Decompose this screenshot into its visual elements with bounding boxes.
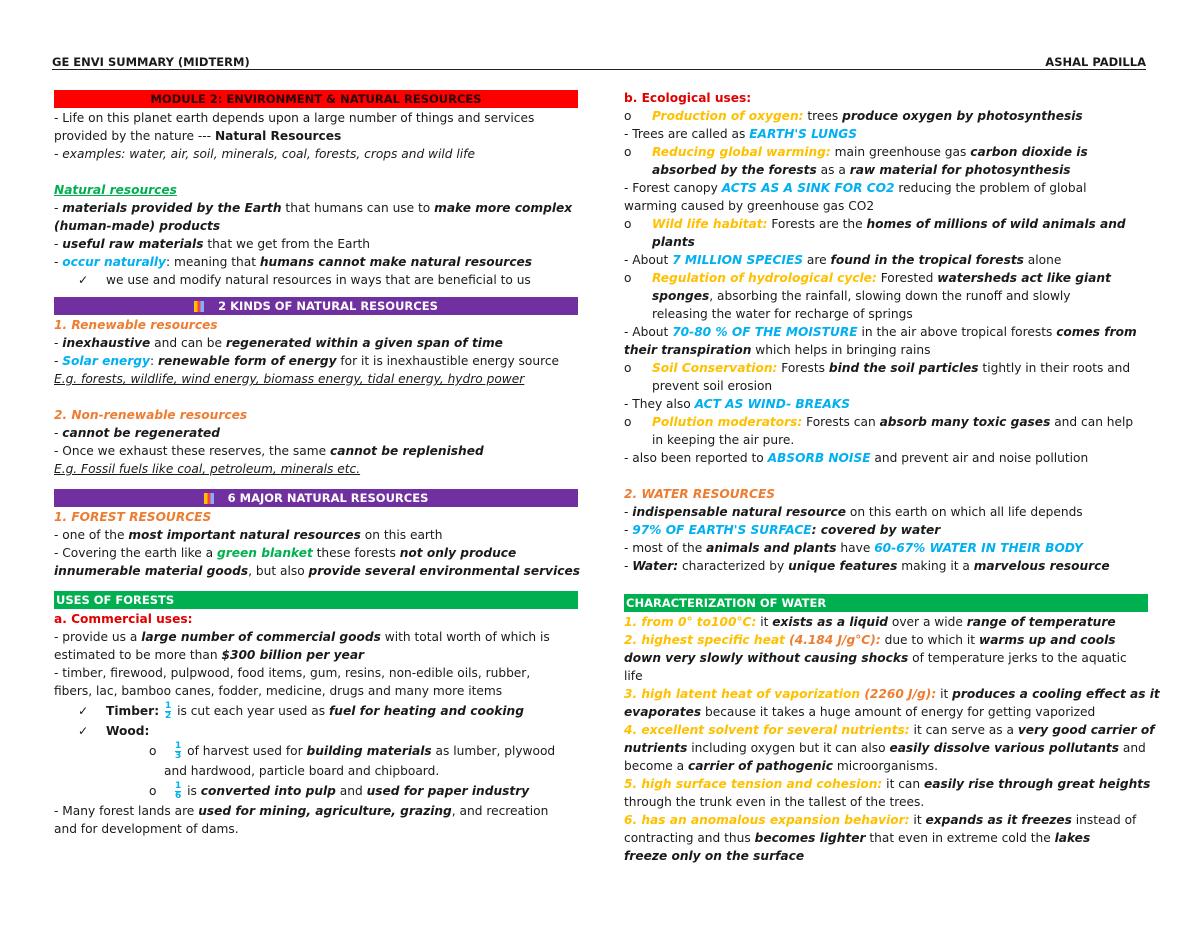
eco-soil: o Soil Conservation: Forests bind the soil particles tightly in their roots and bbox=[624, 361, 1131, 375]
eco-noise: - also been reported to ABSORB NOISE and prevent air and noise pollution bbox=[624, 451, 1089, 465]
eco-hydro-cont-2: releasing the water for recharge of springs bbox=[652, 307, 913, 321]
intro-line-3: - examples: water, air, soil, minerals, coal, forests, crops and wild life bbox=[54, 147, 475, 161]
page-header bbox=[52, 55, 1146, 70]
circle-bullet-icon: o bbox=[624, 145, 632, 159]
eco-pollution-cont: in keeping the air pure. bbox=[652, 433, 795, 447]
nr-line-4: - occur naturally: meaning that humans cannot make natural resources bbox=[54, 255, 533, 269]
natural-resources-heading: Natural resources bbox=[54, 183, 177, 197]
circle-bullet-icon: o bbox=[624, 271, 632, 285]
wood-sub-2: o $\frac{1}{6}$ is converted into pulp and used for paper industry bbox=[149, 781, 530, 801]
intro-line-2: provided by the nature --- Natural Resources bbox=[54, 129, 342, 143]
fraction: $\frac{1}{3}$ bbox=[175, 741, 182, 761]
nonrenewable-title: 2. Non-renewable resources bbox=[54, 408, 248, 422]
renew-line-1: - inexhaustive and can be regenerated within a given span of time bbox=[54, 336, 503, 350]
forest-line-2: - Covering the earth like a green blanket these forests not only produce bbox=[54, 546, 517, 560]
right-column bbox=[624, 89, 1160, 865]
water-line-1: - indispensable natural resource on this earth on which all life depends bbox=[624, 505, 1083, 519]
eco-wildlife-cont: plants bbox=[652, 235, 695, 249]
renew-examples: E.g. forests, wildlife, wind energy, biomass energy, tidal energy, hydro power bbox=[54, 372, 525, 386]
eco-windbreaks: - They also ACT AS WIND- BREAKS bbox=[624, 397, 851, 411]
char-6-cont-2: freeze only on the surface bbox=[624, 849, 805, 863]
eco-lungs: - Trees are called as EARTH'S LUNGS bbox=[624, 127, 858, 141]
char-6-cont: contracting and thus becomes lighter that even in extreme cold the lakes bbox=[624, 831, 1091, 845]
circle-bullet-icon: o bbox=[149, 744, 157, 758]
char-4-cont: nutrients including oxygen but it can also easily dissolve various pollutants and bbox=[624, 741, 1146, 755]
timber-item: ✓ Timber: $\frac{1}{2}$ is cut each year used as fuel for heating and cooking bbox=[78, 701, 524, 721]
comm-line-5: - Many forest lands are used for mining, agriculture, grazing, and recreation bbox=[54, 804, 549, 818]
comm-line-2: estimated to be more than $300 billion per year bbox=[54, 648, 365, 662]
characterization-bar: CHARACTERIZATION OF WATER bbox=[624, 594, 1148, 612]
wood-sub-1-cont: and hardwood, particle board and chipboard. bbox=[164, 764, 440, 778]
water-title: 2. WATER RESOURCES bbox=[624, 487, 776, 501]
char-4: 4. excellent solvent for several nutrients: it can serve as a very good carrier of bbox=[624, 723, 1155, 737]
commercial-title: a. Commercial uses: bbox=[54, 612, 193, 626]
bullet-icon bbox=[204, 493, 214, 504]
comm-line-3: - timber, firewood, pulpwood, food items, gum, resins, non-edible oils, rubber, bbox=[54, 666, 531, 680]
check-icon: ✓ bbox=[78, 724, 89, 738]
comm-line-6: and for development of dams. bbox=[54, 822, 239, 836]
renew-line-2: - Solar energy: renewable form of energy for it is inexhaustible energy source bbox=[54, 354, 560, 368]
water-line-2: - 97% OF EARTH'S SURFACE: covered by water bbox=[624, 523, 941, 537]
nr-line-2: (human-made) products bbox=[54, 219, 221, 233]
kinds-bar: 2 KINDS OF NATURAL RESOURCES bbox=[54, 297, 578, 315]
char-5-cont: through the trunk even in the tallest of the trees. bbox=[624, 795, 925, 809]
char-4-cont-2: become a carrier of pathogenic microorganisms. bbox=[624, 759, 939, 773]
char-6: 6. has an anomalous expansion behavior: it expands as it freezes instead of bbox=[624, 813, 1137, 827]
wood-item: ✓ Wood: bbox=[78, 724, 150, 738]
fraction: $\frac{1}{2}$ bbox=[164, 701, 172, 721]
water-line-3: - most of the animals and plants have 60-67% WATER IN THEIR BODY bbox=[624, 541, 1083, 555]
eco-hydro: o Regulation of hydrological cycle: Forested watersheds act like giant bbox=[624, 271, 1111, 285]
forest-line-3: innumerable material goods, but also provide several environmental services bbox=[54, 564, 581, 578]
fraction: $\frac{1}{6}$ bbox=[175, 781, 182, 801]
nonrenew-line-1: - cannot be regenerated bbox=[54, 426, 221, 440]
circle-bullet-icon: o bbox=[624, 415, 632, 429]
eco-canopy: - Forest canopy ACTS AS A SINK FOR CO2 reducing the problem of global bbox=[624, 181, 1087, 195]
eco-hydro-cont-1: sponges, absorbing the rainfall, slowing down the runoff and slowly bbox=[652, 289, 1071, 303]
ecological-title: b. Ecological uses: bbox=[624, 91, 752, 105]
char-2-cont-2: life bbox=[624, 669, 643, 683]
renewable-title: 1. Renewable resources bbox=[54, 318, 218, 332]
forest-line-1: - one of the most important natural resources on this earth bbox=[54, 528, 443, 542]
circle-bullet-icon: o bbox=[624, 361, 632, 375]
eco-oxygen: o Production of oxygen: trees produce oxygen by photosynthesis bbox=[624, 109, 1083, 123]
nonrenew-line-2: - Once we exhaust these reserves, the same cannot be replenished bbox=[54, 444, 484, 458]
module-title-bar: MODULE 2: ENVIRONMENT & NATURAL RESOURCES bbox=[54, 90, 578, 108]
eco-moisture: - About 70-80 % OF THE MOISTURE in the air above tropical forests comes from bbox=[624, 325, 1137, 339]
eco-warming: o Reducing global warming: main greenhouse gas carbon dioxide is bbox=[624, 145, 1088, 159]
eco-species: - About 7 MILLION SPECIES are found in the tropical forests alone bbox=[624, 253, 1062, 267]
major-bar: 6 MAJOR NATURAL RESOURCES bbox=[54, 489, 578, 507]
nr-line-3: - useful raw materials that we get from the Earth bbox=[54, 237, 371, 251]
eco-wildlife: o Wild life habitat: Forests are the homes of millions of wild animals and bbox=[624, 217, 1126, 231]
intro-line-1: - Life on this planet earth depends upon a large number of things and services bbox=[54, 111, 535, 125]
eco-moisture-cont: their transpiration which helps in bringing rains bbox=[624, 343, 931, 357]
comm-line-4: fibers, lac, bamboo canes, fodder, medicine, drugs and many more items bbox=[54, 684, 503, 698]
bullet-icon bbox=[194, 301, 204, 312]
comm-line-1: - provide us a large number of commercial goods with total worth of which is bbox=[54, 630, 550, 644]
nonrenew-examples: E.g. Fossil fuels like coal, petroleum, minerals etc. bbox=[54, 462, 361, 476]
wood-sub-1: o $\frac{1}{3}$ of harvest used for building materials as lumber, plywood bbox=[149, 741, 556, 761]
char-3: 3. high latent heat of vaporization (2260 J/g): it produces a cooling effect as it bbox=[624, 687, 1160, 701]
eco-canopy-cont: warming caused by greenhouse gas CO2 bbox=[624, 199, 875, 213]
uses-bar: USES OF FORESTS bbox=[54, 591, 578, 609]
forest-title: 1. FOREST RESOURCES bbox=[54, 510, 212, 524]
char-2: 2. highest specific heat (4.184 J/g°C): due to which it warms up and cools bbox=[624, 633, 1116, 647]
header-title: GE ENVI SUMMARY (MIDTERM) bbox=[52, 55, 250, 69]
nr-line-1: - materials provided by the Earth that humans can use to make more complex bbox=[54, 201, 573, 215]
eco-warming-cont: absorbed by the forests as a raw material for photosynthesis bbox=[652, 163, 1071, 177]
char-1: 1. from 0° to100°C: it exists as a liquid over a wide range of temperature bbox=[624, 615, 1116, 629]
left-column bbox=[54, 89, 581, 838]
circle-bullet-icon: o bbox=[624, 109, 632, 123]
circle-bullet-icon: o bbox=[149, 784, 157, 798]
water-line-4: - Water: characterized by unique features making it a marvelous resource bbox=[624, 559, 1110, 573]
header-author: ASHAL PADILLA bbox=[1045, 55, 1146, 69]
char-2-cont: down very slowly without causing shocks of temperature jerks to the aquatic bbox=[624, 651, 1127, 665]
eco-pollution: o Pollution moderators: Forests can absorb many toxic gases and can help bbox=[624, 415, 1134, 429]
check-icon: ✓ bbox=[78, 273, 89, 287]
char-5: 5. high surface tension and cohesion: it can easily rise through great heights bbox=[624, 777, 1151, 791]
nr-check-item: ✓ we use and modify natural resources in ways that are beneficial to us bbox=[78, 273, 531, 287]
eco-soil-cont: prevent soil erosion bbox=[652, 379, 773, 393]
circle-bullet-icon: o bbox=[624, 217, 632, 231]
char-3-cont: evaporates because it takes a huge amount of energy for getting vaporized bbox=[624, 705, 1096, 719]
check-icon: ✓ bbox=[78, 704, 89, 718]
